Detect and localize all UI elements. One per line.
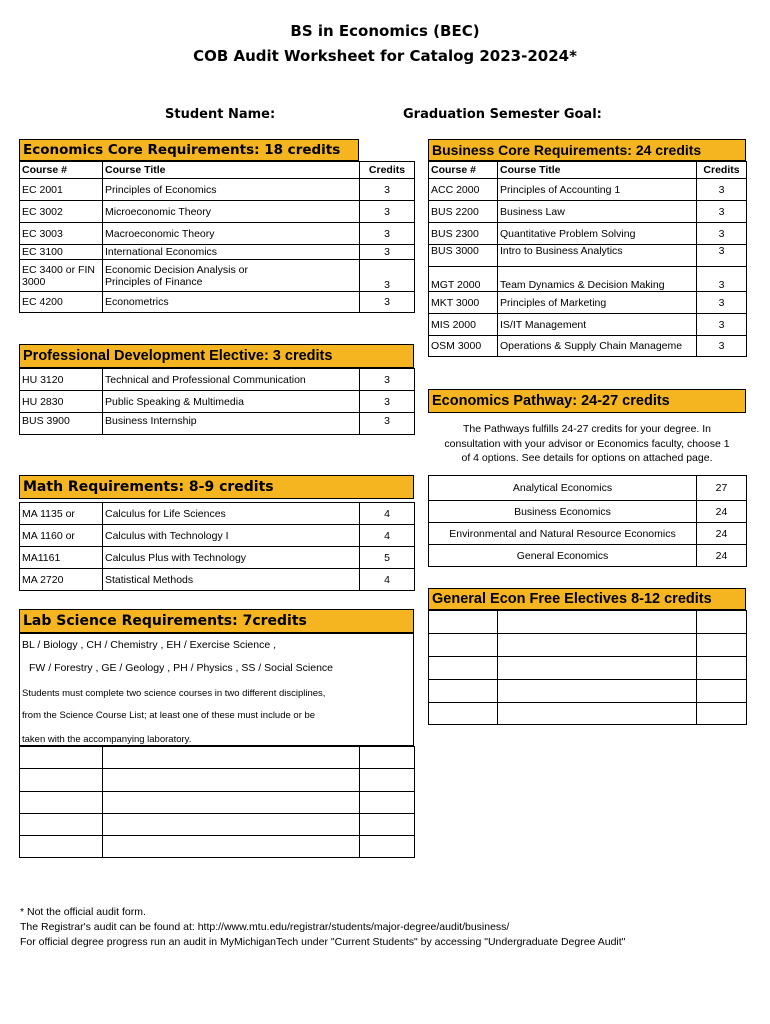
course-credits: 3: [697, 223, 747, 245]
course-title: IS/IT Management: [498, 314, 697, 336]
course-credits: 3: [697, 292, 747, 314]
blank-cell[interactable]: [103, 747, 360, 769]
lab-science-table: [19, 746, 415, 858]
course-credits: 4: [360, 525, 415, 547]
blank-cell[interactable]: [360, 814, 415, 836]
course-title: Statistical Methods: [103, 569, 360, 591]
course-number: HU 2830: [20, 391, 103, 413]
course-credits: 3: [697, 245, 747, 267]
course-number: MA1161: [20, 547, 103, 569]
course-number: BUS 2200: [429, 201, 498, 223]
pathway-credits: 24: [697, 523, 747, 545]
pathway-table: [428, 475, 747, 567]
footer-registrar-link: The Registrar's audit can be found at: http://www.mtu.edu/registrar/students/major-degree/audit/business/: [20, 921, 510, 933]
course-title: Quantitative Problem Solving: [498, 223, 697, 245]
course-title: Business Law: [498, 201, 697, 223]
course-title: Macroeconomic Theory: [103, 223, 360, 245]
course-title: Technical and Professional Communication: [103, 369, 360, 391]
pathway-description-line3: of 4 options. See details for options on attached page.: [461, 452, 713, 464]
course-title-line2: Principles of Finance: [105, 275, 203, 288]
prof-dev-table: [19, 368, 415, 435]
blank-cell[interactable]: [429, 680, 498, 703]
course-credits: 3: [360, 201, 415, 223]
lab-science-note-line2: from the Science Course List; at least one of these must include or be: [22, 710, 316, 721]
pathway-description-line2: consultation with your advisor or Economics faculty, choose 1: [444, 438, 730, 450]
blank-cell[interactable]: [103, 769, 360, 792]
course-number: EC 4200: [20, 292, 103, 313]
course-title: Principles of Marketing: [498, 292, 697, 314]
course-credits: 3: [360, 292, 415, 313]
course-title: [103, 260, 360, 292]
course-number-line1: EC 3400 or FIN: [22, 263, 95, 276]
course-number: MA 1135 or: [20, 503, 103, 525]
pathway-credits: 27: [697, 476, 747, 501]
course-title: Calculus with Technology I: [103, 525, 360, 547]
student-name-label: Student Name:: [165, 107, 276, 122]
course-credits: 3: [360, 179, 415, 201]
blank-cell[interactable]: [103, 814, 360, 836]
graduation-goal-label: Graduation Semester Goal:: [403, 107, 602, 122]
course-credits: 4: [360, 503, 415, 525]
blank-cell[interactable]: [20, 747, 103, 769]
free-electives-header: General Econ Free Electives 8-12 credits: [428, 588, 746, 610]
blank-cell[interactable]: [498, 680, 697, 703]
course-number: MIS 2000: [429, 314, 498, 336]
math-table: [19, 502, 415, 591]
blank-cell[interactable]: [360, 792, 415, 814]
course-number: BUS 3900: [20, 413, 103, 435]
pathway-header: Economics Pathway: 24-27 credits: [428, 389, 746, 413]
blank-cell[interactable]: [360, 747, 415, 769]
course-title: Calculus Plus with Technology: [103, 547, 360, 569]
blank-cell[interactable]: [103, 792, 360, 814]
course-number: EC 3003: [20, 223, 103, 245]
prof-dev-header: Professional Development Elective: 3 credits: [19, 344, 414, 368]
lab-science-note-line3: taken with the accompanying laboratory.: [22, 734, 192, 745]
econ-core-header: Economics Core Requirements: 18 credits: [19, 139, 359, 161]
course-number: MA 1160 or: [20, 525, 103, 547]
course-credits: 3: [697, 267, 747, 292]
pathway-credits: 24: [697, 501, 747, 523]
course-title: International Economics: [103, 245, 360, 260]
course-credits: 3: [360, 260, 415, 292]
blank-cell[interactable]: [429, 634, 498, 657]
course-title: Microeconomic Theory: [103, 201, 360, 223]
course-number: EC 3002: [20, 201, 103, 223]
course-title: Econometrics: [103, 292, 360, 313]
col-course: Course #: [20, 162, 103, 179]
blank-cell[interactable]: [697, 657, 747, 680]
course-number: EC 3100: [20, 245, 103, 260]
blank-cell[interactable]: [498, 634, 697, 657]
blank-cell[interactable]: [498, 611, 697, 634]
course-credits: 3: [697, 336, 747, 357]
course-number: HU 3120: [20, 369, 103, 391]
course-number: ACC 2000: [429, 179, 498, 201]
course-credits: 5: [360, 547, 415, 569]
course-title: Public Speaking & Multimedia: [103, 391, 360, 413]
blank-cell[interactable]: [697, 611, 747, 634]
course-number: MKT 3000: [429, 292, 498, 314]
blank-cell[interactable]: [429, 703, 498, 725]
course-title: Operations & Supply Chain Manageme: [498, 336, 697, 357]
blank-cell[interactable]: [360, 836, 415, 858]
blank-cell[interactable]: [429, 657, 498, 680]
course-credits: 3: [697, 201, 747, 223]
footer-audit-instructions: For official degree progress run an audit in MyMichiganTech under "Current Students" by accessing "Undergraduate Degree Audit": [20, 936, 626, 948]
lab-science-note-line1: Students must complete two science courses in two different disciplines,: [22, 688, 326, 699]
course-number: BUS 3000: [429, 245, 498, 267]
pathway-option: General Economics: [429, 545, 697, 567]
pathway-option: Analytical Economics: [429, 476, 697, 501]
pathway-credits: 24: [697, 545, 747, 567]
page-subtitle: COB Audit Worksheet for Catalog 2023-2024*: [193, 47, 577, 65]
col-title: Course Title: [498, 162, 697, 179]
footer-disclaimer: * Not the official audit form.: [20, 906, 146, 918]
col-course: Course #: [429, 162, 498, 179]
course-number-line2: 3000: [22, 275, 46, 288]
course-credits: 3: [360, 391, 415, 413]
course-number: EC 2001: [20, 179, 103, 201]
econ-core-table: [19, 161, 415, 313]
blank-cell[interactable]: [103, 836, 360, 858]
blank-cell[interactable]: [498, 657, 697, 680]
course-credits: 3: [697, 179, 747, 201]
blank-cell[interactable]: [20, 836, 103, 858]
pathway-option: Environmental and Natural Resource Economics: [429, 523, 697, 545]
col-title: Course Title: [103, 162, 360, 179]
lab-science-disciplines-line2: FW / Forestry , GE / Geology , PH / Physics , SS / Social Science: [29, 662, 334, 674]
course-title: Business Internship: [103, 413, 360, 435]
course-number: BUS 2300: [429, 223, 498, 245]
lab-science-header: Lab Science Requirements: 7credits: [19, 609, 414, 633]
pathway-option: Business Economics: [429, 501, 697, 523]
col-credits: Credits: [360, 162, 415, 179]
math-header: Math Requirements: 8-9 credits: [19, 475, 414, 499]
business-core-header: Business Core Requirements: 24 credits: [428, 139, 746, 161]
pathway-description-line1: The Pathways fulfills 24-27 credits for your degree. In: [462, 423, 712, 435]
course-title-line1: Economic Decision Analysis or: [105, 263, 248, 276]
blank-cell[interactable]: [20, 792, 103, 814]
blank-cell[interactable]: [429, 611, 498, 634]
blank-cell[interactable]: [360, 769, 415, 792]
course-credits: 4: [360, 569, 415, 591]
course-number: [20, 260, 103, 292]
course-number: MGT 2000: [429, 267, 498, 292]
course-credits: 3: [360, 413, 415, 435]
course-credits: 3: [360, 369, 415, 391]
blank-cell[interactable]: [20, 814, 103, 836]
course-title: Intro to Business Analytics: [498, 245, 697, 267]
blank-cell[interactable]: [20, 769, 103, 792]
course-title: Team Dynamics & Decision Making: [498, 267, 697, 292]
course-number: MA 2720: [20, 569, 103, 591]
course-credits: 3: [360, 245, 415, 260]
blank-cell[interactable]: [498, 703, 697, 725]
course-credits: 3: [697, 314, 747, 336]
course-title: Principles of Economics: [103, 179, 360, 201]
course-title: Calculus for Life Sciences: [103, 503, 360, 525]
free-electives-table: [428, 610, 747, 725]
col-credits: Credits: [697, 162, 747, 179]
page-title: BS in Economics (BEC): [290, 22, 480, 40]
business-core-table: [428, 161, 747, 357]
course-credits: 3: [360, 223, 415, 245]
blank-cell[interactable]: [697, 703, 747, 725]
course-title: Principles of Accounting 1: [498, 179, 697, 201]
blank-cell[interactable]: [697, 634, 747, 657]
lab-science-disciplines-line1: BL / Biology , CH / Chemistry , EH / Exercise Science ,: [22, 639, 277, 651]
blank-cell[interactable]: [697, 680, 747, 703]
course-number: OSM 3000: [429, 336, 498, 357]
